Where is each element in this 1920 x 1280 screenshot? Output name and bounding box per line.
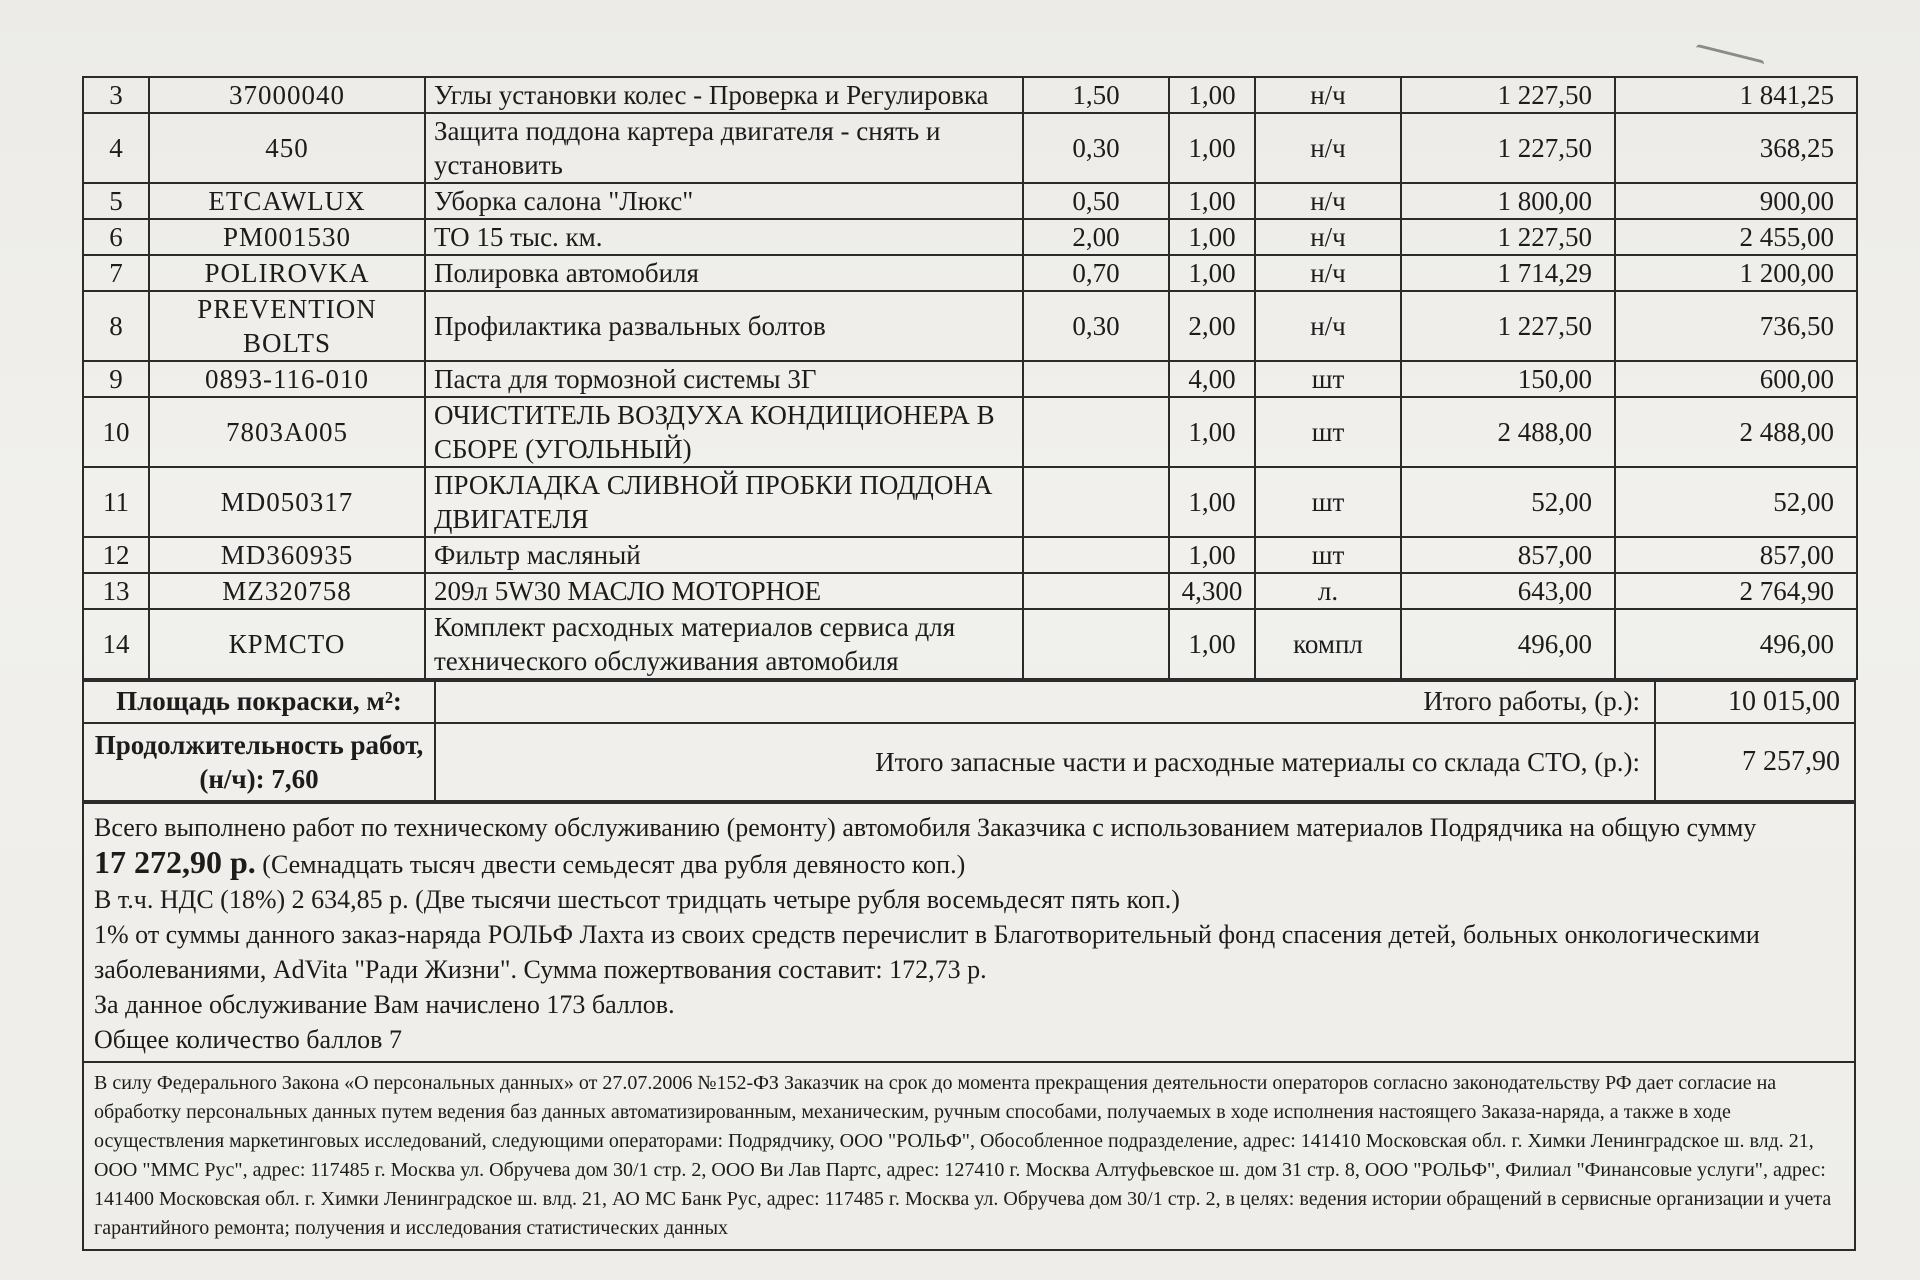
row-number: 8	[83, 291, 149, 361]
table-row	[83, 537, 1857, 573]
item-hours: 0,30	[1023, 113, 1169, 183]
item-coefficient: 1,00	[1169, 219, 1255, 255]
item-price: 643,00	[1401, 573, 1615, 609]
item-name: Полировка автомобиля	[425, 255, 1023, 291]
parts-total-label: Итого запасные части и расходные материалы со склада СТО, (р.):	[436, 724, 1656, 800]
item-name: Углы установки колес - Проверка и Регулировка	[425, 77, 1023, 113]
item-code: 450	[149, 113, 425, 183]
item-unit: шт	[1255, 467, 1401, 537]
item-coefficient: 2,00	[1169, 291, 1255, 361]
charity-line: 1% от суммы данного заказ-наряда РОЛЬФ Лахта из своих средств перечислит в Благотворительный фонд спасения детей, больных онкологическими заболеваниями, AdVita "Ради Жизни". Сумма пожертвования составит: 172,73 р.	[94, 920, 1760, 984]
item-sum: 2 488,00	[1615, 397, 1857, 467]
item-hours: 2,00	[1023, 219, 1169, 255]
table-row	[83, 113, 1857, 183]
item-coefficient: 4,300	[1169, 573, 1255, 609]
item-sum: 2 764,90	[1615, 573, 1857, 609]
item-price: 1 800,00	[1401, 183, 1615, 219]
row-number: 9	[83, 361, 149, 397]
item-code: MD050317	[149, 467, 425, 537]
item-sum: 600,00	[1615, 361, 1857, 397]
item-name: Защита поддона картера двигателя - снять и установить	[425, 113, 1023, 183]
item-name: Уборка салона "Люкс"	[425, 183, 1023, 219]
item-name: ТО 15 тыс. км.	[425, 219, 1023, 255]
item-hours: 0,70	[1023, 255, 1169, 291]
item-price: 52,00	[1401, 467, 1615, 537]
item-price: 150,00	[1401, 361, 1615, 397]
item-name: Фильтр масляный	[425, 537, 1023, 573]
row-number: 5	[83, 183, 149, 219]
total-points-line: Общее количество баллов 7	[94, 1025, 402, 1054]
item-unit: н/ч	[1255, 291, 1401, 361]
item-coefficient: 1,00	[1169, 397, 1255, 467]
item-code: MZ320758	[149, 573, 425, 609]
item-code: MD360935	[149, 537, 425, 573]
total-amount-words: (Семнадцать тысяч двести семьдесят два рубля девяносто коп.)	[262, 850, 966, 879]
row-number: 14	[83, 609, 149, 679]
table-row	[83, 77, 1857, 113]
item-code: ETCAWLUX	[149, 183, 425, 219]
work-total-value: 10 015,00	[1728, 686, 1840, 717]
item-code: PM001530	[149, 219, 425, 255]
item-code: PREVENTION BOLTS	[149, 291, 425, 361]
item-coefficient: 1,00	[1169, 255, 1255, 291]
item-unit: н/ч	[1255, 113, 1401, 183]
table-row	[83, 361, 1857, 397]
item-sum: 857,00	[1615, 537, 1857, 573]
table-row	[83, 573, 1857, 609]
item-sum: 900,00	[1615, 183, 1857, 219]
item-unit: шт	[1255, 361, 1401, 397]
item-unit: л.	[1255, 573, 1401, 609]
item-sum: 1 841,25	[1615, 77, 1857, 113]
parts-total-value: 7 257,90	[1742, 746, 1840, 777]
item-hours: 1,50	[1023, 77, 1169, 113]
item-coefficient: 1,00	[1169, 537, 1255, 573]
item-price: 1 714,29	[1401, 255, 1615, 291]
item-price: 1 227,50	[1401, 77, 1615, 113]
items-table	[82, 76, 1858, 680]
item-coefficient: 1,00	[1169, 609, 1255, 679]
item-price: 496,00	[1401, 609, 1615, 679]
item-unit: шт	[1255, 397, 1401, 467]
item-code: 0893-116-010	[149, 361, 425, 397]
item-name: Паста для тормозной системы 3Г	[425, 361, 1023, 397]
item-coefficient: 1,00	[1169, 113, 1255, 183]
item-unit: компл	[1255, 609, 1401, 679]
item-price: 857,00	[1401, 537, 1615, 573]
item-code: 7803A005	[149, 397, 425, 467]
item-code: POLIROVKA	[149, 255, 425, 291]
item-hours	[1023, 537, 1169, 573]
item-coefficient: 1,00	[1169, 467, 1255, 537]
item-name: ПРОКЛАДКА СЛИВНОЙ ПРОБКИ ПОДДОНА ДВИГАТЕЛЯ	[425, 467, 1023, 537]
item-price: 1 227,50	[1401, 291, 1615, 361]
item-hours: 0,30	[1023, 291, 1169, 361]
item-name: Комплект расходных материалов сервиса для технического обслуживания автомобиля	[425, 609, 1023, 679]
row-number: 4	[83, 113, 149, 183]
item-coefficient: 1,00	[1169, 77, 1255, 113]
personal-data-consent: В силу Федерального Закона «О персональных данных» от 27.07.2006 №152-ФЗ Заказчик на срок до момента прекращения деятельности операторов согласно законодательству РФ дает согласие на обработку персональных данных путем ведения баз данных автоматизированным, механическим, ручным способами, получаемых в ходе исполнения настоящего Заказа-наряда, а также в ходе осуществления маркетинговых исследований, следующими операторами: Подрядчику, ООО "РОЛЬФ", Обособленное подразделение, адрес: 141410 Московская обл. г. Химки Ленинградское ш. влд. 21, ООО "ММС Рус", адрес: 117485 г. Москва ул. Обручева дом 30/1 стр. 2, ООО Ви Лав Партс, адрес: 127410 г. Москва Алтуфьевское ш. дом 31 стр. 8, ООО "РОЛЬФ", Филиал "Финансовые услуги", адрес: 141400 Московская обл. г. Химки Ленинградское ш. влд. 21, АО МС Банк Рус, адрес: 117485 г. Москва ул. Обручева дом 30/1 стр. 2, в целях: ведения истории обращений в сервисные организации и учета гарантийного ремонта; получения и исследования статистических данных	[82, 1063, 1856, 1251]
total-amount: 17 272,90 р.	[94, 844, 256, 880]
points-line: За данное обслуживание Вам начислено 173 баллов.	[94, 990, 675, 1019]
work-total-label: Итого работы, (р.):	[436, 682, 1656, 722]
total-statement: Всего выполнено работ по техническому обслуживанию (ремонту) автомобиля Заказчика с использованием материалов Подрядчика на общую сумму	[94, 813, 1757, 842]
item-unit: н/ч	[1255, 77, 1401, 113]
row-number: 12	[83, 537, 149, 573]
item-price: 2 488,00	[1401, 397, 1615, 467]
item-name: ОЧИСТИТЕЛЬ ВОЗДУХА КОНДИЦИОНЕРА В СБОРЕ (УГОЛЬНЫЙ)	[425, 397, 1023, 467]
item-sum: 368,25	[1615, 113, 1857, 183]
staple-mark	[1693, 44, 1765, 75]
item-name: 209л 5W30 МАСЛО МОТОРНОЕ	[425, 573, 1023, 609]
item-sum: 496,00	[1615, 609, 1857, 679]
work-order	[82, 76, 1856, 1251]
item-coefficient: 4,00	[1169, 361, 1255, 397]
item-code: КРМСТО	[149, 609, 425, 679]
item-hours	[1023, 361, 1169, 397]
item-unit: н/ч	[1255, 219, 1401, 255]
item-name: Профилактика развальных болтов	[425, 291, 1023, 361]
paint-area-label: Площадь покраски, м²:	[84, 682, 436, 722]
table-row	[83, 255, 1857, 291]
item-hours	[1023, 573, 1169, 609]
item-hours	[1023, 609, 1169, 679]
item-price: 1 227,50	[1401, 219, 1615, 255]
item-unit: н/ч	[1255, 183, 1401, 219]
item-unit: шт	[1255, 537, 1401, 573]
summary-block	[82, 680, 1856, 802]
row-number: 13	[83, 573, 149, 609]
item-sum: 1 200,00	[1615, 255, 1857, 291]
item-code: 37000040	[149, 77, 425, 113]
duration-label: Продолжительность работ, (н/ч): 7,60	[84, 724, 436, 800]
total-amount-line	[94, 845, 1844, 882]
parts-total-row	[84, 722, 1854, 800]
row-number: 10	[83, 397, 149, 467]
item-sum: 736,50	[1615, 291, 1857, 361]
table-row	[83, 183, 1857, 219]
item-hours	[1023, 467, 1169, 537]
table-row	[83, 291, 1857, 361]
table-row	[83, 397, 1857, 467]
item-price: 1 227,50	[1401, 113, 1615, 183]
row-number: 11	[83, 467, 149, 537]
item-hours	[1023, 397, 1169, 467]
row-number: 7	[83, 255, 149, 291]
row-number: 3	[83, 77, 149, 113]
item-sum: 2 455,00	[1615, 219, 1857, 255]
item-sum: 52,00	[1615, 467, 1857, 537]
work-total-row	[84, 680, 1854, 722]
table-row	[83, 609, 1857, 679]
table-row	[83, 219, 1857, 255]
item-unit: н/ч	[1255, 255, 1401, 291]
item-hours: 0,50	[1023, 183, 1169, 219]
totals-block	[82, 802, 1856, 1063]
table-row	[83, 467, 1857, 537]
vat-line: В т.ч. НДС (18%) 2 634,85 р. (Две тысячи шестьсот тридцать четыре рубля восемьдесят пять коп.)	[94, 885, 1180, 914]
item-coefficient: 1,00	[1169, 183, 1255, 219]
row-number: 6	[83, 219, 149, 255]
